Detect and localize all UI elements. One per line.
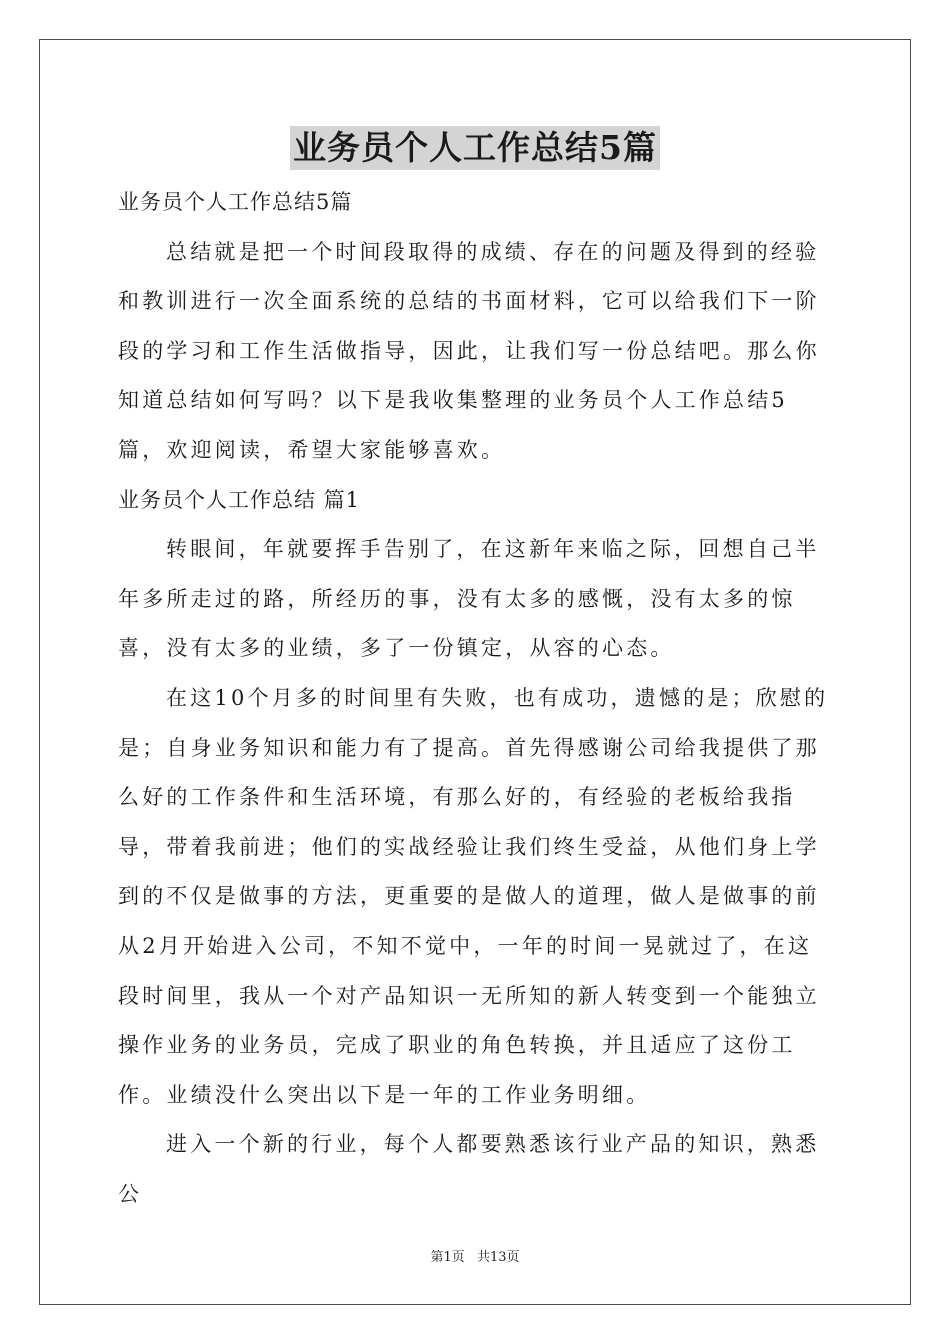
section-heading: 业务员个人工作总结 篇1 [118,487,361,512]
title-container [0,126,950,170]
intro-paragraph: 总结就是把一个时间段取得的成绩、存在的问题及得到的经验和教训进行一次全面系统的总结的书面材料，它可以给我们下一阶段的学习和工作生活做指导，因此，让我们写一份总结吧。那么你知道总结如何写吗？以下是我收集整理的业务员个人工作总结5篇，欢迎阅读，希望大家能够喜欢。 [118,239,820,462]
document-title: 业务员个人工作总结5篇 [290,126,660,170]
document-subtitle: 业务员个人工作总结5篇 [118,190,353,214]
body-paragraph: 进入一个新的行业，每个人都要熟悉该行业产品的知识，熟悉公 [118,1132,820,1206]
page-total: 共13页 [476,1250,520,1265]
page-number: 第1页 [430,1250,465,1265]
body-paragraph: 在这10个月多的时间里有失败，也有成功，遗憾的是；欣慰的是；自身业务知识和能力有了提高。首先得感谢公司给我提供了那么好的工作条件和生活环境，有那么好的，有经验的老板给我指导，带着我前进；他们的实战经验让我们终生受益，从他们身上学到的不仅是做事的方法，更重要的是做人的道理，做人是做事的前从2月开始进入公司，不知不觉中，一年的时间一晃就过了，在这段时间里，我从一个对产品知识一无所知的新人转变到一个能独立操作业务的业务员，完成了职业的角色转换，并且适应了这份工作。业绩没什么突出以下是一年的工作业务明细。 [118,685,829,1107]
document-body [118,178,836,1219]
page-footer [0,1246,950,1265]
body-paragraph: 转眼间，年就要挥手告别了，在这新年来临之际，回想自己半年多所走过的路，所经历的事，没有太多的感慨，没有太多的惊喜，没有太多的业绩，多了一份镇定，从容的心态。 [118,537,820,661]
